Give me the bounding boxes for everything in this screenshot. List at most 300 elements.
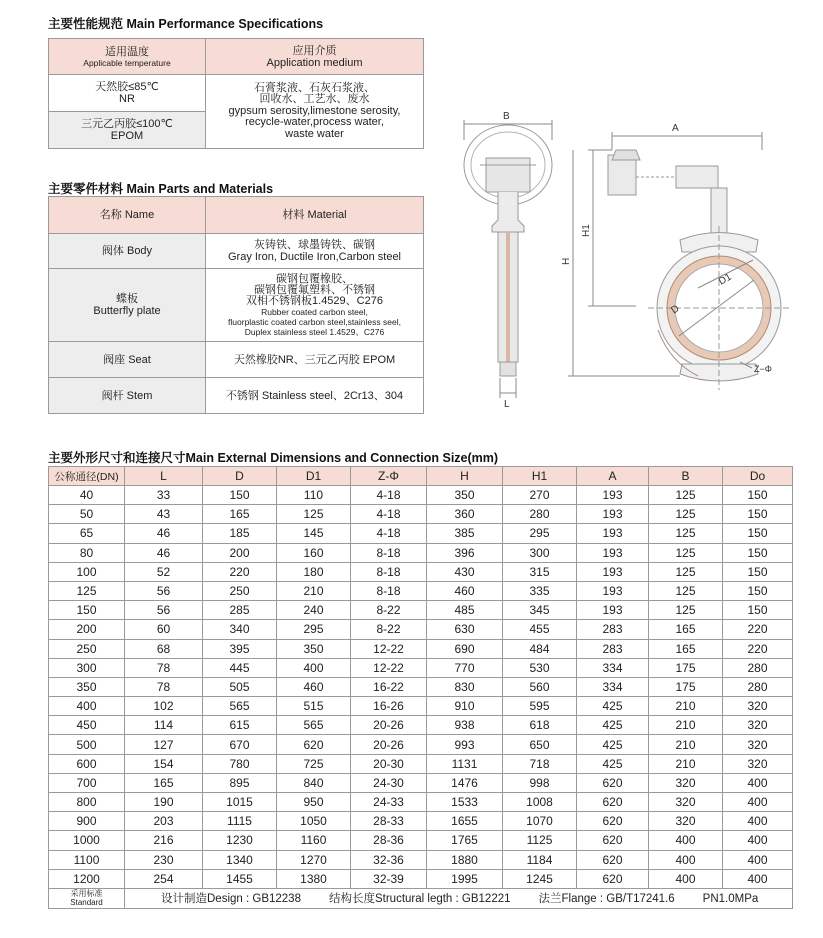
table-cell: 334 xyxy=(577,677,649,696)
table-cell: 193 xyxy=(577,486,649,505)
temperature-nr-en: NR xyxy=(119,93,135,105)
label-h1: H1 xyxy=(581,224,592,237)
table-cell: 68 xyxy=(125,639,203,658)
table-cell: 385 xyxy=(427,524,503,543)
medium-cell xyxy=(206,75,424,149)
table-cell: 203 xyxy=(125,812,203,831)
table-row xyxy=(49,639,793,658)
table-cell: 150 xyxy=(723,581,793,600)
table-cell: 1115 xyxy=(203,812,277,831)
parts-material-header: 材料 Material xyxy=(206,197,424,234)
table-cell: 210 xyxy=(649,716,723,735)
table-cell: 20-30 xyxy=(351,754,427,773)
standard-design: 设计制造Design : GB12238 xyxy=(161,893,301,906)
table-cell: 425 xyxy=(577,735,649,754)
material-line: 天然橡胶NR、三元乙丙胶 EPOM xyxy=(233,353,396,366)
standard-pressure: PN1.0MPa xyxy=(702,893,759,906)
actuator-box xyxy=(608,155,636,195)
table-row xyxy=(49,524,793,543)
header-z: Z-Φ xyxy=(351,467,427,486)
table-row xyxy=(49,505,793,524)
table-cell: 1995 xyxy=(427,869,503,888)
table-cell: 620 xyxy=(577,850,649,869)
table-cell: 1380 xyxy=(277,869,351,888)
label-a: A xyxy=(672,123,679,134)
table-cell: 193 xyxy=(577,524,649,543)
label-z: Z−Φ xyxy=(754,364,772,374)
medium-line: recycle-water,process water, xyxy=(245,116,384,129)
table-cell: 145 xyxy=(277,524,351,543)
table-cell: 100 xyxy=(49,562,125,581)
table-cell: 125 xyxy=(649,486,723,505)
material-line-small: Rubber coated carbon steel, xyxy=(261,306,368,317)
table-cell: 185 xyxy=(203,524,277,543)
table-cell: 395 xyxy=(203,639,277,658)
table-cell: 950 xyxy=(277,793,351,812)
table-cell: 80 xyxy=(49,543,125,562)
standard-label-en: Standard xyxy=(70,898,103,908)
table-row xyxy=(49,850,793,869)
table-cell: 1476 xyxy=(427,773,503,792)
table-cell: 16-22 xyxy=(351,677,427,696)
label-b: B xyxy=(503,111,510,122)
table-cell: 150 xyxy=(723,543,793,562)
table-cell: 460 xyxy=(277,677,351,696)
table-cell: 455 xyxy=(503,620,577,639)
medium-line: waste water xyxy=(285,127,344,140)
material-line: 碳钢包覆橡胶、 xyxy=(276,272,353,285)
table-cell: 180 xyxy=(277,562,351,581)
table-cell: 620 xyxy=(277,735,351,754)
table-cell: 350 xyxy=(49,677,125,696)
table-cell: 175 xyxy=(649,658,723,677)
table-cell: 1880 xyxy=(427,850,503,869)
table-cell: 450 xyxy=(49,716,125,735)
header-b: B xyxy=(649,467,723,486)
part-material-stem xyxy=(206,378,424,414)
standard-row xyxy=(49,888,793,908)
parts-table xyxy=(48,196,424,414)
table-cell: 193 xyxy=(577,562,649,581)
table-cell: 52 xyxy=(125,562,203,581)
table-cell: 4-18 xyxy=(351,486,427,505)
part-name-body xyxy=(49,234,206,269)
table-cell: 620 xyxy=(577,793,649,812)
table-cell: 160 xyxy=(277,543,351,562)
table-cell: 295 xyxy=(503,524,577,543)
table-cell: 210 xyxy=(649,754,723,773)
table-cell: 4-18 xyxy=(351,505,427,524)
table-cell: 125 xyxy=(649,505,723,524)
table-cell: 24-30 xyxy=(351,773,427,792)
table-cell: 190 xyxy=(125,793,203,812)
table-cell: 425 xyxy=(577,754,649,773)
table-row xyxy=(49,677,793,696)
table-cell: 193 xyxy=(577,543,649,562)
table-cell: 125 xyxy=(277,505,351,524)
part-name-stem xyxy=(49,378,206,414)
table-cell: 12-22 xyxy=(351,658,427,677)
table-cell: 400 xyxy=(723,850,793,869)
table-cell: 565 xyxy=(277,716,351,735)
table-cell: 615 xyxy=(203,716,277,735)
table-cell: 16-26 xyxy=(351,697,427,716)
header-d1: D1 xyxy=(277,467,351,486)
table-cell: 150 xyxy=(723,524,793,543)
table-cell: 993 xyxy=(427,735,503,754)
part-name-line: Butterfly plate xyxy=(93,305,161,317)
table-row xyxy=(49,486,793,505)
table-cell: 295 xyxy=(277,620,351,639)
standard-label xyxy=(49,888,125,908)
table-cell: 40 xyxy=(49,486,125,505)
table-cell: 1050 xyxy=(277,812,351,831)
table-cell: 1533 xyxy=(427,793,503,812)
table-cell: 350 xyxy=(427,486,503,505)
table-cell: 725 xyxy=(277,754,351,773)
table-cell: 33 xyxy=(125,486,203,505)
table-cell: 216 xyxy=(125,831,203,850)
temperature-header-cn: 适用温度 xyxy=(105,45,149,58)
material-line: 灰铸铁、球墨铸铁、碳钢 xyxy=(254,239,375,251)
table-cell: 320 xyxy=(723,697,793,716)
table-cell: 400 xyxy=(49,697,125,716)
table-cell: 1160 xyxy=(277,831,351,850)
table-cell: 515 xyxy=(277,697,351,716)
label-d: D xyxy=(669,303,682,317)
part-name-plate xyxy=(49,269,206,342)
table-cell: 400 xyxy=(723,869,793,888)
header-h: H xyxy=(427,467,503,486)
standard-structure: 结构长度Structural legth : GB12221 xyxy=(328,893,511,906)
part-name-line: 蝶板 xyxy=(116,293,138,305)
table-cell: 1070 xyxy=(503,812,577,831)
table-cell: 8-18 xyxy=(351,562,427,581)
performance-title: 主要性能规范 Main Performance Specifications xyxy=(48,17,324,31)
table-row xyxy=(49,601,793,620)
table-row xyxy=(49,620,793,639)
table-cell: 500 xyxy=(49,735,125,754)
table-cell: 125 xyxy=(649,581,723,600)
table-cell: 210 xyxy=(649,697,723,716)
temperature-header-en: Applicable temperature xyxy=(83,57,171,68)
table-cell: 770 xyxy=(427,658,503,677)
table-cell: 165 xyxy=(203,505,277,524)
table-cell: 78 xyxy=(125,658,203,677)
table-cell: 460 xyxy=(427,581,503,600)
table-cell: 150 xyxy=(723,601,793,620)
table-cell: 320 xyxy=(649,773,723,792)
table-cell: 938 xyxy=(427,716,503,735)
table-cell: 400 xyxy=(723,773,793,792)
table-cell: 150 xyxy=(723,505,793,524)
table-cell: 12-22 xyxy=(351,639,427,658)
table-cell: 600 xyxy=(49,754,125,773)
material-line: Gray Iron, Ductile Iron,Carbon steel xyxy=(227,251,402,263)
table-cell: 650 xyxy=(503,735,577,754)
table-cell: 560 xyxy=(503,677,577,696)
table-cell: 620 xyxy=(577,831,649,850)
table-cell: 250 xyxy=(49,639,125,658)
table-cell: 150 xyxy=(723,562,793,581)
header-l: L xyxy=(125,467,203,486)
table-cell: 350 xyxy=(277,639,351,658)
table-cell: 1270 xyxy=(277,850,351,869)
table-cell: 425 xyxy=(577,697,649,716)
table-cell: 360 xyxy=(427,505,503,524)
table-cell: 200 xyxy=(203,543,277,562)
table-row xyxy=(49,869,793,888)
table-cell: 220 xyxy=(723,639,793,658)
table-cell: 60 xyxy=(125,620,203,639)
table-row xyxy=(49,697,793,716)
table-cell: 220 xyxy=(203,562,277,581)
table-row xyxy=(49,581,793,600)
table-cell: 193 xyxy=(577,581,649,600)
table-cell: 283 xyxy=(577,620,649,639)
header-a: A xyxy=(577,467,649,486)
table-cell: 445 xyxy=(203,658,277,677)
table-cell: 484 xyxy=(503,639,577,658)
table-cell: 400 xyxy=(723,793,793,812)
table-row xyxy=(49,831,793,850)
table-cell: 175 xyxy=(649,677,723,696)
table-cell: 50 xyxy=(49,505,125,524)
table-cell: 280 xyxy=(723,677,793,696)
table-cell: 28-36 xyxy=(351,831,427,850)
dimensions-header-row xyxy=(49,467,793,486)
table-cell: 125 xyxy=(649,524,723,543)
table-cell: 335 xyxy=(503,581,577,600)
medium-line: 回收水、工艺水、废水 xyxy=(259,93,370,106)
part-name-line: 阀座 Seat xyxy=(103,353,151,366)
table-cell: 320 xyxy=(649,812,723,831)
table-cell: 1230 xyxy=(203,831,277,850)
header-do: Do xyxy=(723,467,793,486)
table-cell: 320 xyxy=(723,716,793,735)
table-cell: 154 xyxy=(125,754,203,773)
table-cell: 125 xyxy=(649,601,723,620)
table-cell: 780 xyxy=(203,754,277,773)
table-cell: 165 xyxy=(125,773,203,792)
material-line-small: fluorplastic coated carbon steel,stainless seel, xyxy=(228,316,401,327)
table-cell: 127 xyxy=(125,735,203,754)
label-l: L xyxy=(504,399,510,410)
table-cell: 400 xyxy=(723,812,793,831)
medium-header xyxy=(206,39,424,75)
table-row xyxy=(49,716,793,735)
table-cell: 530 xyxy=(503,658,577,677)
table-cell: 620 xyxy=(577,812,649,831)
label-d1: D1 xyxy=(716,271,734,288)
table-cell: 20-26 xyxy=(351,716,427,735)
temperature-epom xyxy=(49,112,206,149)
table-cell: 630 xyxy=(427,620,503,639)
table-cell: 396 xyxy=(427,543,503,562)
table-cell: 900 xyxy=(49,812,125,831)
temperature-epom-cn: 三元乙丙胶≤100℃ xyxy=(81,118,173,130)
table-cell: 1184 xyxy=(503,850,577,869)
table-cell: 1015 xyxy=(203,793,277,812)
part-material-body xyxy=(206,234,424,269)
table-cell: 1455 xyxy=(203,869,277,888)
table-cell: 1765 xyxy=(427,831,503,850)
table-cell: 300 xyxy=(503,543,577,562)
table-row xyxy=(49,562,793,581)
table-cell: 315 xyxy=(503,562,577,581)
valve-drawing xyxy=(436,100,796,410)
table-cell: 334 xyxy=(577,658,649,677)
table-cell: 998 xyxy=(503,773,577,792)
table-cell: 505 xyxy=(203,677,277,696)
table-cell: 400 xyxy=(277,658,351,677)
table-row xyxy=(49,754,793,773)
table-cell: 430 xyxy=(427,562,503,581)
table-cell: 125 xyxy=(649,543,723,562)
table-cell: 114 xyxy=(125,716,203,735)
part-material-plate xyxy=(206,269,424,342)
table-cell: 8-18 xyxy=(351,581,427,600)
table-cell: 620 xyxy=(577,773,649,792)
table-cell: 8-22 xyxy=(351,620,427,639)
table-row xyxy=(49,735,793,754)
table-cell: 565 xyxy=(203,697,277,716)
table-cell: 254 xyxy=(125,869,203,888)
table-cell: 1125 xyxy=(503,831,577,850)
table-cell: 280 xyxy=(503,505,577,524)
table-cell: 28-33 xyxy=(351,812,427,831)
table-cell: 240 xyxy=(277,601,351,620)
table-cell: 840 xyxy=(277,773,351,792)
standard-values xyxy=(125,888,793,908)
table-cell: 1245 xyxy=(503,869,577,888)
part-name-seat xyxy=(49,342,206,378)
label-h: H xyxy=(561,257,572,265)
table-cell: 1100 xyxy=(49,850,125,869)
table-cell: 24-33 xyxy=(351,793,427,812)
part-name-line: 阀体 Body xyxy=(101,245,153,257)
table-row xyxy=(49,773,793,792)
table-cell: 283 xyxy=(577,639,649,658)
table-cell: 718 xyxy=(503,754,577,773)
table-cell: 340 xyxy=(203,620,277,639)
gear-housing xyxy=(676,166,718,188)
table-cell: 345 xyxy=(503,601,577,620)
table-cell: 220 xyxy=(723,620,793,639)
table-row xyxy=(49,543,793,562)
material-line-small: Duplex stainless steel 1.4529、C276 xyxy=(244,326,385,337)
table-cell: 46 xyxy=(125,543,203,562)
table-cell: 4-18 xyxy=(351,524,427,543)
table-cell: 46 xyxy=(125,524,203,543)
temperature-header xyxy=(49,39,206,75)
side-bottom xyxy=(500,362,516,376)
table-cell: 400 xyxy=(649,831,723,850)
table-cell: 320 xyxy=(723,735,793,754)
side-neck xyxy=(492,192,524,232)
table-cell: 300 xyxy=(49,658,125,677)
parts-name-header: 名称 Name xyxy=(49,197,206,234)
table-cell: 285 xyxy=(203,601,277,620)
table-cell: 210 xyxy=(649,735,723,754)
medium-line: 石膏浆液、石灰石浆液、 xyxy=(254,81,375,94)
table-cell: 1655 xyxy=(427,812,503,831)
temperature-nr-cn: 天然胶≤85℃ xyxy=(95,81,159,93)
table-cell: 800 xyxy=(49,793,125,812)
temperature-nr xyxy=(49,75,206,112)
table-cell: 150 xyxy=(49,601,125,620)
actuator-cap xyxy=(612,150,640,160)
dimensions-title: 主要外形尺寸和连接尺寸Main External Dimensions and Connection Size(mm) xyxy=(48,451,499,465)
table-cell: 56 xyxy=(125,581,203,600)
table-cell: 150 xyxy=(723,486,793,505)
table-cell: 102 xyxy=(125,697,203,716)
table-cell: 320 xyxy=(649,793,723,812)
table-cell: 8-18 xyxy=(351,543,427,562)
table-cell: 78 xyxy=(125,677,203,696)
medium-header-en: Application medium xyxy=(266,56,363,69)
material-line: 碳钢包覆氟塑料、不锈钢 xyxy=(254,283,375,296)
standard-flange: 法兰Flange : GB/T17241.6 xyxy=(538,893,675,906)
table-cell: 620 xyxy=(577,869,649,888)
table-cell: 193 xyxy=(577,601,649,620)
table-row xyxy=(49,812,793,831)
table-cell: 400 xyxy=(723,831,793,850)
medium-header-cn: 应用介质 xyxy=(292,44,337,57)
table-cell: 200 xyxy=(49,620,125,639)
table-cell: 270 xyxy=(503,486,577,505)
part-material-seat xyxy=(206,342,424,378)
table-cell: 125 xyxy=(649,562,723,581)
table-cell: 250 xyxy=(203,581,277,600)
standard-label-cn: 采用标准 xyxy=(70,889,103,899)
parts-title: 主要零件材料 Main Parts and Materials xyxy=(48,182,274,196)
table-cell: 193 xyxy=(577,505,649,524)
table-row xyxy=(49,793,793,812)
gearbox xyxy=(486,158,530,192)
table-cell: 595 xyxy=(503,697,577,716)
table-cell: 65 xyxy=(49,524,125,543)
table-cell: 320 xyxy=(723,754,793,773)
table-cell: 1131 xyxy=(427,754,503,773)
table-cell: 56 xyxy=(125,601,203,620)
table-cell: 690 xyxy=(427,639,503,658)
table-cell: 8-22 xyxy=(351,601,427,620)
table-cell: 485 xyxy=(427,601,503,620)
performance-table xyxy=(48,38,424,149)
table-cell: 425 xyxy=(577,716,649,735)
table-cell: 150 xyxy=(203,486,277,505)
material-line: 双相不锈钢板1.4529、C276 xyxy=(246,294,383,307)
table-cell: 20-26 xyxy=(351,735,427,754)
header-h1: H1 xyxy=(503,467,577,486)
table-cell: 32-39 xyxy=(351,869,427,888)
table-cell: 165 xyxy=(649,620,723,639)
table-cell: 165 xyxy=(649,639,723,658)
table-cell: 400 xyxy=(649,850,723,869)
header-dn: 公称通径(DN) xyxy=(49,467,125,486)
table-cell: 1008 xyxy=(503,793,577,812)
table-cell: 618 xyxy=(503,716,577,735)
table-cell: 230 xyxy=(125,850,203,869)
part-name-line: 阀杆 Stem xyxy=(101,389,153,402)
table-cell: 830 xyxy=(427,677,503,696)
table-cell: 895 xyxy=(203,773,277,792)
table-cell: 700 xyxy=(49,773,125,792)
table-row xyxy=(49,658,793,677)
table-cell: 1200 xyxy=(49,869,125,888)
table-cell: 43 xyxy=(125,505,203,524)
